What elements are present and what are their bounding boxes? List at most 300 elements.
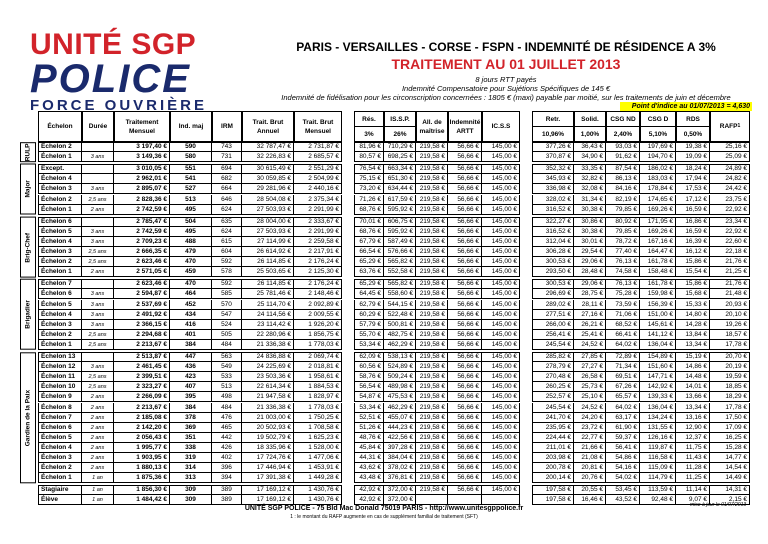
table-cell: 2 ans [82,392,114,402]
table-cell: 595,92 € [384,227,416,237]
table-cell: 26,58 € [574,372,606,382]
col-header-artt [448,111,482,142]
table-cell: Échelon 6 [38,289,82,299]
table-cell: 402 [212,453,242,463]
table-cell: 563 [212,352,242,362]
table-cell: 316,52 € [532,227,574,237]
table-cell: 21,76 € [710,257,750,267]
table-cell: 161,78 € [640,279,676,289]
table-cell: 93,03 € [606,142,640,152]
table-cell: 256,41 € [532,330,574,340]
table-cell: 145,00 € [482,320,520,330]
table-cell: 1 430,76 € [294,485,342,495]
table-cell: 65,29 € [354,279,384,289]
table-cell: 21 336,38 € [242,340,294,350]
table-cell: 91,62 € [606,152,640,162]
table-cell: 36,43 € [574,142,606,152]
table-cell: 590 [170,142,212,152]
table-cell: 277,51 € [532,310,574,320]
table-cell: 1 449,28 € [294,473,342,483]
table-cell: 1 an [82,473,114,483]
table-cell: 76,13 € [606,279,640,289]
table-cell: 1 958,61 € [294,372,342,382]
table-cell: 56,66 € [448,164,482,174]
table-cell: 3 ans [82,237,114,247]
table-cell: 56,66 € [448,227,482,237]
table-cell: 3 ans [82,184,114,194]
col-header-solid-label: Solid. [575,112,605,127]
table-cell: 62,09 € [354,352,384,362]
group-border [38,279,342,350]
table-cell: 219,58 € [416,372,448,382]
table-cell: 20,81 € [574,463,606,473]
table-cell: 18 335,96 € [242,443,294,453]
table-cell: 401 [170,330,212,340]
table-cell: 56,66 € [448,184,482,194]
table-cell: 16,25 € [710,433,750,443]
table-cell: 29,54 € [574,247,606,257]
table-cell: 56,66 € [448,403,482,413]
table-cell: 462,29 € [384,340,416,350]
table-cell: 56,66 € [448,237,482,247]
table-cell: Échelon 1 [38,267,82,277]
table-cell: 505 [212,330,242,340]
table-cell: 394 [212,473,242,483]
table-cell: 219,58 € [416,320,448,330]
table-cell: Échelon 5 [38,300,82,310]
table-cell: 1 995,77 € [114,443,170,453]
group-label: Major [20,164,36,215]
logo-line3: FORCE OUVRIÈRE [30,97,208,114]
table-cell: 141,12 € [640,330,676,340]
table-cell: 56,66 € [448,217,482,227]
table-cell: 145,00 € [482,330,520,340]
table-cell: 20,19 € [710,362,750,372]
table-cell: 16,39 € [676,237,710,247]
logo [30,30,210,114]
table-cell: 62,79 € [354,300,384,310]
col-header-duree [82,111,114,142]
table-cell: 57,79 € [354,320,384,330]
table-cell: 24,20 € [574,413,606,423]
col-header-tbm [294,111,342,142]
table-cell: 219,58 € [416,195,448,205]
table-cell: Échelon 13 [38,352,82,362]
table-cell: 524 [212,320,242,330]
table-cell: 16,59 € [676,205,710,215]
table-cell: 2 785,47 € [114,217,170,227]
col-header-traitement [114,111,170,142]
table-cell: 21,66 € [574,443,606,453]
table-cell: 595,92 € [384,205,416,215]
table-cell: 513 [170,195,212,205]
col-header-rds [676,111,710,142]
table-cell: 219,58 € [416,403,448,413]
table-cell: 26 114,85 € [242,257,294,267]
table-cell: Élève [38,495,82,505]
table-cell: 30,38 € [574,227,606,237]
table-cell: 200,14 € [532,473,574,483]
table-cell: 1 625,23 € [294,433,342,443]
table-cell: 3 ans [82,152,114,162]
table-cell: 372,00 € [384,495,416,505]
table-cell: 2 594,87 € [114,289,170,299]
table-cell: 22,92 € [710,205,750,215]
table-cell: 407 [170,382,212,392]
table-cell: 2 623,46 € [114,279,170,289]
table-cell: 81,96 € [354,142,384,152]
table-cell: 145,00 € [482,362,520,372]
table-cell: 82,19 € [606,195,640,205]
table-cell: 56,66 € [448,174,482,184]
table-cell: 538,13 € [384,352,416,362]
table-cell: 336,98 € [532,184,574,194]
table-cell: 28 004,00 € [242,217,294,227]
table-cell: 219,58 € [416,174,448,184]
table-cell: 14,54 € [710,463,750,473]
table-cell: 56,66 € [448,382,482,392]
table-cell: Échelon 2 [38,142,82,152]
table-cell: 2 375,34 € [294,195,342,205]
table-cell: 56,66 € [448,267,482,277]
table-cell: 570 [212,300,242,310]
table-cell: 219,58 € [416,164,448,174]
table-cell: 145,00 € [482,227,520,237]
table-cell: 319 [170,453,212,463]
table-cell: 73,59 € [606,300,640,310]
table-cell: 646 [212,195,242,205]
table-cell: 17 391,38 € [242,473,294,483]
table-cell: 23 503,36 € [242,372,294,382]
table-cell: 23 114,42 € [242,320,294,330]
table-cell: 56,66 € [448,433,482,443]
table-cell: 224,44 € [532,433,574,443]
table-cell: 459 [170,267,212,277]
col-header-duree-label: Durée [88,123,108,130]
table-cell: 3 ans [82,320,114,330]
table-cell: 25 503,65 € [242,267,294,277]
table-cell: 56,66 € [448,330,482,340]
table-cell: 27,85 € [574,352,606,362]
group-border [38,217,342,278]
table-cell: 17 724,76 € [242,453,294,463]
table-cell: 56,54 € [354,382,384,392]
table-cell: 145,00 € [482,473,520,483]
table-cell: 495 [170,205,212,215]
table-cell: 119,87 € [640,443,676,453]
table-cell: 396 [212,463,242,473]
table-cell: 44,31 € [354,453,384,463]
table-cell: 1 778,03 € [294,340,342,350]
table-cell: 32,08 € [574,184,606,194]
table-cell: 15,86 € [676,279,710,289]
table-cell: 24,42 € [710,184,750,194]
table-cell: 369 [170,423,212,433]
table-cell: 219,58 € [416,352,448,362]
table-cell: 54,16 € [606,463,640,473]
table-cell: Échelon 1 [38,473,82,483]
table-cell: 306,28 € [532,247,574,257]
table-cell: Échelon 3 [38,453,82,463]
table-cell: 21 947,58 € [242,392,294,402]
col-header-tbm-label: Trait. Brut Mensuel [302,118,334,135]
table-cell: 145,00 € [482,453,520,463]
table-cell: 2 323,27 € [114,382,170,392]
group-border [354,164,520,215]
table-cell: 145,00 € [482,423,520,433]
table-cell: 3 ans [82,310,114,320]
table-cell: 56,66 € [448,443,482,453]
table-cell: 377,26 € [532,142,574,152]
table-cell: 2 ans [82,463,114,473]
table-cell: 56,66 € [448,473,482,483]
table-cell: 376,81 € [384,473,416,483]
table-cell: 134,24 € [640,413,676,423]
table-cell: 219,58 € [416,142,448,152]
table-cell: 23,34 € [710,217,750,227]
table-cell: 31,34 € [574,195,606,205]
table-cell: 22,77 € [574,433,606,443]
table-cell: 219,58 € [416,382,448,392]
table-cell: 29 281,96 € [242,184,294,194]
table-cell: 154,89 € [640,352,676,362]
table-cell: 245,54 € [532,403,574,413]
table-cell: 25 781,46 € [242,289,294,299]
table-cell: 2 513,87 € [114,352,170,362]
table-cell: 142,92 € [640,382,676,392]
table-cell: 372,00 € [384,485,416,495]
group-border [38,164,342,215]
table-cell: 20 502,93 € [242,423,294,433]
table-cell: 2,5 ans [82,382,114,392]
table-cell: 2 ans [82,423,114,433]
table-cell: 475,53 € [384,392,416,402]
table-cell: 145,00 € [482,443,520,453]
table-cell: 322,27 € [532,217,574,227]
table-cell: 338 [170,443,212,453]
col-header-rds-rate: 0,50% [683,130,703,138]
table-cell: 55,70 € [354,330,384,340]
table-cell: 370,87 € [532,152,574,162]
table-cell: 300,53 € [532,257,574,267]
table-cell: 197,69 € [640,142,676,152]
table-cell: 24 114,56 € [242,310,294,320]
table-cell: 2 259,58 € [294,237,342,247]
table-cell: 3 ans [82,227,114,237]
table-cell: 585 [212,289,242,299]
table-cell: 20,55 € [574,485,606,495]
table-cell: 43,62 € [354,463,384,473]
table-cell: 219,58 € [416,433,448,443]
table-cell: 2 ans [82,443,114,453]
table-cell: 2,5 ans [82,257,114,267]
table-cell: 462,29 € [384,403,416,413]
table-cell: 2 213,67 € [114,403,170,413]
table-cell: 68,76 € [354,227,384,237]
col-header-csgd-rate: 5,10% [648,130,668,138]
table-cell: Échelon 3 [38,247,82,257]
table-cell: 219,58 € [416,267,448,277]
table-cell: 17,78 € [710,403,750,413]
table-cell: 28,11 € [574,300,606,310]
table-cell: 1 an [82,495,114,505]
table-cell: 260,25 € [532,382,574,392]
table-cell: 64,02 € [606,340,640,350]
group-border [532,279,750,350]
table-cell: 78,72 € [606,237,640,247]
table-cell: 20,10 € [710,310,750,320]
table-cell: 30,01 € [574,237,606,247]
table-cell: 482,75 € [384,330,416,340]
table-cell: 56,66 € [448,152,482,162]
rafp-footnote-marker: 1 [737,123,741,129]
table-cell: 313 [170,473,212,483]
table-cell: 2,15 € [710,495,750,505]
table-cell: 75,28 € [606,289,640,299]
table-cell: 416 [170,320,212,330]
table-cell: 14,86 € [676,362,710,372]
table-cell: 25,10 € [574,392,606,402]
col-header-artt-label: Indemnité ARTT [449,118,481,135]
table-cell: 73,20 € [354,184,384,194]
col-header-indmaj [170,111,212,142]
table-cell: 552,58 € [384,267,416,277]
table-cell: 183,03 € [640,174,676,184]
table-cell: 2 185,08 € [114,413,170,423]
table-cell: 2 461,45 € [114,362,170,372]
table-cell: Échelon 6 [38,423,82,433]
table-cell: 17,50 € [710,413,750,423]
table-cell: 56,66 € [448,205,482,215]
col-header-res [354,111,384,142]
table-cell: 22,92 € [710,227,750,237]
col-header-echelon-label: Échelon [47,123,73,130]
table-cell: 27,27 € [574,362,606,372]
group-border [354,352,520,483]
group-border [354,217,520,278]
table-cell: 145,00 € [482,217,520,227]
table-cell: 395 [170,392,212,402]
table-cell: 87,54 € [606,164,640,174]
table-cell: 67,79 € [354,237,384,247]
table-cell: 498 [212,392,242,402]
table-cell: 219,58 € [416,392,448,402]
table-cell: 26 114,85 € [242,279,294,289]
table-cell: 15,54 € [676,267,710,277]
table-cell: 25,73 € [574,382,606,392]
table-cell: 1 880,13 € [114,463,170,473]
table-cell: 145,00 € [482,247,520,257]
table-cell: 1 an [82,485,114,495]
table-cell: 19,26 € [710,320,750,330]
table-cell: 42,92 € [354,495,384,505]
table-cell: 219,58 € [416,413,448,423]
table-cell: 604 [212,247,242,257]
table-cell: 2 551,29 € [294,164,342,174]
table-cell: Stagiaire [38,485,82,495]
table-cell: 2,5 ans [82,195,114,205]
table-cell: 145,00 € [482,340,520,350]
table-cell: 56,66 € [448,310,482,320]
table-cell: 587,49 € [384,237,416,247]
note-fidelisation: Indemnité de fidélisation pour les circonscription concernées : 1805 € (maxi) payable par moitié, sur les traitements de juin et décembre [281,93,731,102]
table-cell: 211,01 € [532,443,574,453]
table-cell: 74,58 € [606,267,640,277]
table-cell: Échelon 4 [38,237,82,247]
table-cell: 16,12 € [676,247,710,257]
table-cell: 56,66 € [448,142,482,152]
table-cell: 2 491,92 € [114,310,170,320]
table-cell: 2 217,91 € [294,247,342,257]
table-cell: 351 [170,433,212,443]
col-header-alldem [416,111,448,142]
table-cell: 219,58 € [416,423,448,433]
table-cell: 17,94 € [676,174,710,184]
table-cell: 24 836,88 € [242,352,294,362]
table-cell: 2 148,46 € [294,289,342,299]
table-cell: 71,34 € [606,362,640,372]
table-cell: 219,58 € [416,152,448,162]
col-header-irm-label: IRM [221,123,233,130]
table-cell: 384,04 € [384,453,416,463]
col-header-csgnd-rate: 2,40% [613,130,633,138]
table-cell: 84,16 € [606,184,640,194]
table-cell: 14,28 € [676,320,710,330]
table-cell: 484 [212,403,242,413]
table-cell: 500,81 € [384,320,416,330]
table-cell: 145,00 € [482,403,520,413]
table-cell: 79,85 € [606,227,640,237]
table-cell: 300,53 € [532,279,574,289]
table-cell: 43,48 € [354,473,384,483]
table-cell: 42,92 € [354,485,384,495]
table-cell: 14,80 € [676,310,710,320]
table-cell: 159,98 € [640,289,676,299]
table-cell: 145,00 € [482,433,520,443]
table-cell: 63,17 € [606,413,640,423]
table-cell: Échelon 2 [38,257,82,267]
table-cell: 16,86 € [676,217,710,227]
table-cell: 479 [170,247,212,257]
table-cell: 219,58 € [416,184,448,194]
table-cell: 12,37 € [676,433,710,443]
table-cell: 13,34 € [676,340,710,350]
table-cell: 423 [170,372,212,382]
table-cell: 452 [170,300,212,310]
group-border [38,485,342,505]
table-cell: 79,85 € [606,205,640,215]
table-cell: 56,66 € [448,340,482,350]
table-cell: 186,02 € [640,164,676,174]
table-cell: 2 069,74 € [294,352,342,362]
table-cell: 66,41 € [606,330,640,340]
table-cell: 378,02 € [384,463,416,473]
table-cell: 17,12 € [676,195,710,205]
footer-address: UNITÉ SGP POLICE - 75 Bld Mac Donald 75019 PARIS - http://www.unitesgppolice.fr [244,505,524,512]
table-cell: 2 294,68 € [114,330,170,340]
table-cell: 434 [170,310,212,320]
table-cell: 1 750,25 € [294,413,342,423]
table-cell: 64,45 € [354,289,384,299]
table-cell: 710,29 € [384,142,416,152]
table-cell: 397,28 € [384,443,416,453]
table-cell: Échelon 5 [38,433,82,443]
table-cell: Échelon 4 [38,443,82,453]
table-cell: 219,58 € [416,340,448,350]
table-cell: 145,00 € [482,152,520,162]
table-cell: 145,00 € [482,289,520,299]
table-cell: 442 [212,433,242,443]
